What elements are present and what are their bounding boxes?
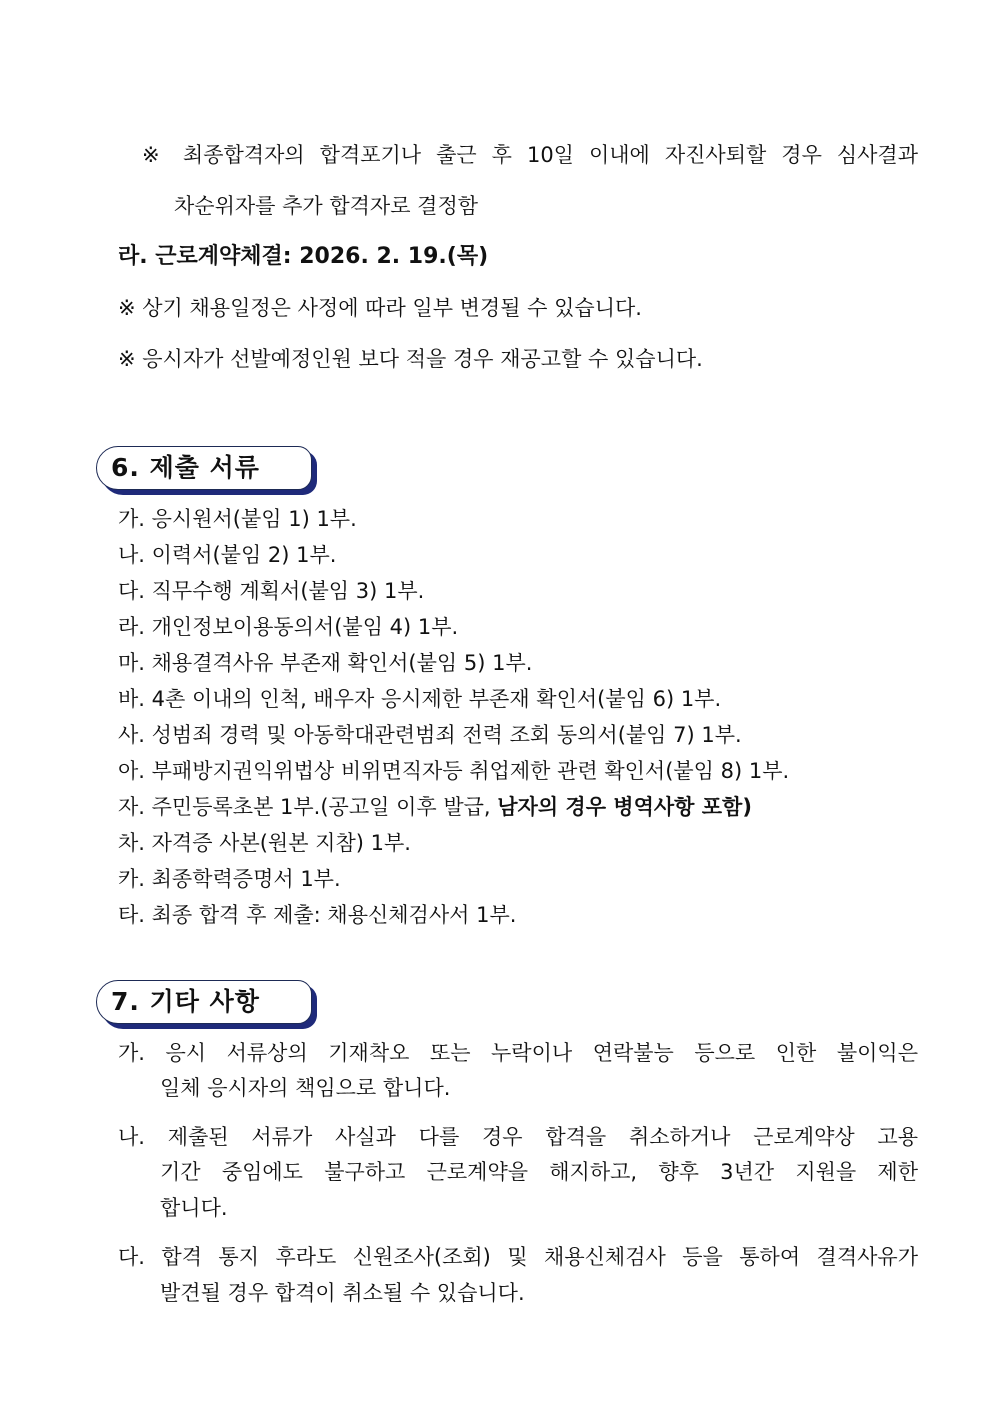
section-7-header: [96, 980, 312, 1024]
schedule-change-note: ※ 상기 채용일정은 사정에 따라 일부 변경될 수 있습니다.: [118, 296, 642, 320]
contract-date: 라. 근로계약체결: 2026. 2. 19.(목): [118, 244, 489, 269]
document-item: 라. 개인정보이용동의서(붙임 4) 1부.: [118, 615, 459, 639]
document-item: 나. 이력서(붙임 2) 1부.: [118, 543, 337, 567]
document-item-resident-register: [118, 792, 752, 822]
document-item: 바. 4촌 이내의 인척, 배우자 응시제한 부존재 확인서(붙임 6) 1부.: [118, 687, 722, 711]
re-announce-note: ※ 응시자가 선발예정인원 보다 적을 경우 재공고할 수 있습니다.: [118, 347, 703, 371]
resident-register-text: 자. 주민등록초본 1부.(공고일 이후 발급,: [118, 795, 498, 819]
military-service-note: 남자의 경우 병역사항 포함): [497, 795, 752, 819]
document-item: 다. 직무수행 계획서(붙임 3) 1부.: [118, 579, 425, 603]
misc-item-da-line2: 발견될 경우 합격이 취소될 수 있습니다.: [160, 1281, 525, 1305]
misc-item-na-line2: 기간 중임에도 불구하고 근로계약을 해지하고, 향후 3년간 지원을 제한: [160, 1160, 918, 1184]
section-7-title: 7. 기타 사항: [111, 987, 260, 1016]
misc-item-ga-line2: 일체 응시자의 책임으로 합니다.: [160, 1076, 451, 1100]
section-6-title: 6. 제출 서류: [111, 453, 260, 482]
misc-item-na-line1: 나. 제출된 서류가 사실과 다를 경우 합격을 취소하거나 근로계약상 고용: [118, 1125, 918, 1149]
document-item: 아. 부패방지권익위법상 비위면직자등 취업제한 관련 확인서(붙임 8) 1부.: [118, 759, 790, 783]
final-pass-note-line1: ※ 최종합격자의 합격포기나 출근 후 10일 이내에 자진사퇴할 경우 심사결과: [142, 143, 918, 167]
document-item: 마. 채용결격사유 부존재 확인서(붙임 5) 1부.: [118, 651, 533, 675]
misc-item-ga-line1: 가. 응시 서류상의 기재착오 또는 누락이나 연락불능 등으로 인한 불이익은: [118, 1041, 918, 1065]
misc-item-da-line1: 다. 합격 통지 후라도 신원조사(조회) 및 채용신체검사 등을 통하여 결격사유가: [118, 1245, 918, 1269]
section-6-header: [96, 446, 312, 490]
misc-item-na-line3: 합니다.: [160, 1196, 228, 1220]
document-item: 카. 최종학력증명서 1부.: [118, 867, 341, 891]
document-item: 사. 성범죄 경력 및 아동학대관련범죄 전력 조회 동의서(붙임 7) 1부.: [118, 723, 742, 747]
document-item: 타. 최종 합격 후 제출: 채용신체검사서 1부.: [118, 903, 517, 927]
document-item: 차. 자격증 사본(원본 지참) 1부.: [118, 831, 411, 855]
final-pass-note-line2: 차순위자를 추가 합격자로 결정함: [174, 194, 479, 218]
document-item: 가. 응시원서(붙임 1) 1부.: [118, 507, 357, 531]
